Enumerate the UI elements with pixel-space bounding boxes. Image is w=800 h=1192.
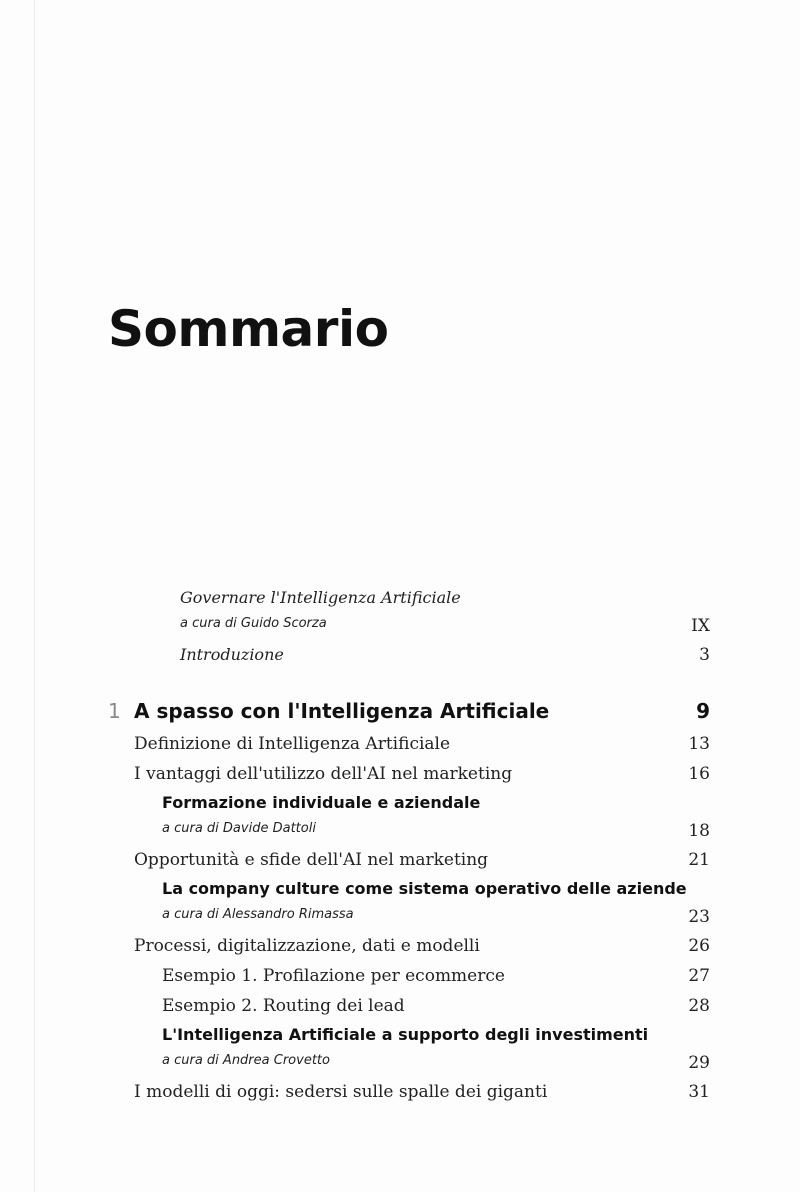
toc-byline: a cura di Guido Scorza xyxy=(180,616,327,631)
chapter-page-number: 9 xyxy=(696,699,710,723)
chapter-title: A spasso con l'Intelligenza Artificiale xyxy=(134,699,550,723)
toc-page-number: 27 xyxy=(688,966,710,986)
toc-page-number: 21 xyxy=(688,850,710,870)
toc-byline: a cura di Andrea Crovetto xyxy=(162,1053,330,1068)
toc-box-label: Formazione individuale e aziendale xyxy=(162,793,481,812)
toc-page-number: 31 xyxy=(688,1082,710,1102)
toc-box-label: La company culture come sistema operativo delle aziende xyxy=(162,879,687,898)
toc-page-number: 18 xyxy=(688,821,710,841)
page-title: Sommario xyxy=(108,300,389,358)
page-edge xyxy=(34,0,35,1192)
toc-entry-label: I vantaggi dell'utilizzo dell'AI nel marketing xyxy=(134,764,513,784)
toc-entry-label: Governare l'Intelligenza Artificiale xyxy=(180,588,461,607)
toc-entry-label: Processi, digitalizzazione, dati e modelli xyxy=(134,936,480,956)
toc-page-number: 29 xyxy=(688,1053,710,1073)
toc-page-number: IX xyxy=(691,616,710,636)
toc-page-number: 28 xyxy=(688,996,710,1016)
toc-page-number: 13 xyxy=(688,734,710,754)
toc-page-number: 16 xyxy=(688,764,710,784)
toc-entry-label: Esempio 1. Profilazione per ecommerce xyxy=(162,966,505,986)
chapter-number: 1 xyxy=(108,699,121,723)
toc-entry-label: Definizione di Intelligenza Artificiale xyxy=(134,734,451,754)
toc-entry-label: Introduzione xyxy=(180,645,284,664)
toc-box-label: L'Intelligenza Artificiale a supporto degli investimenti xyxy=(162,1025,649,1044)
toc-page-number: 23 xyxy=(688,907,710,927)
toc-entry-label: Opportunità e sfide dell'AI nel marketing xyxy=(134,850,489,870)
toc-byline: a cura di Alessandro Rimassa xyxy=(162,907,354,922)
toc-entry-label: Esempio 2. Routing dei lead xyxy=(162,996,405,1016)
toc-byline: a cura di Davide Dattoli xyxy=(162,821,316,836)
toc-page-number: 26 xyxy=(688,936,710,956)
toc-entry-label: I modelli di oggi: sedersi sulle spalle dei giganti xyxy=(134,1082,548,1102)
toc-page-number: 3 xyxy=(699,645,710,665)
